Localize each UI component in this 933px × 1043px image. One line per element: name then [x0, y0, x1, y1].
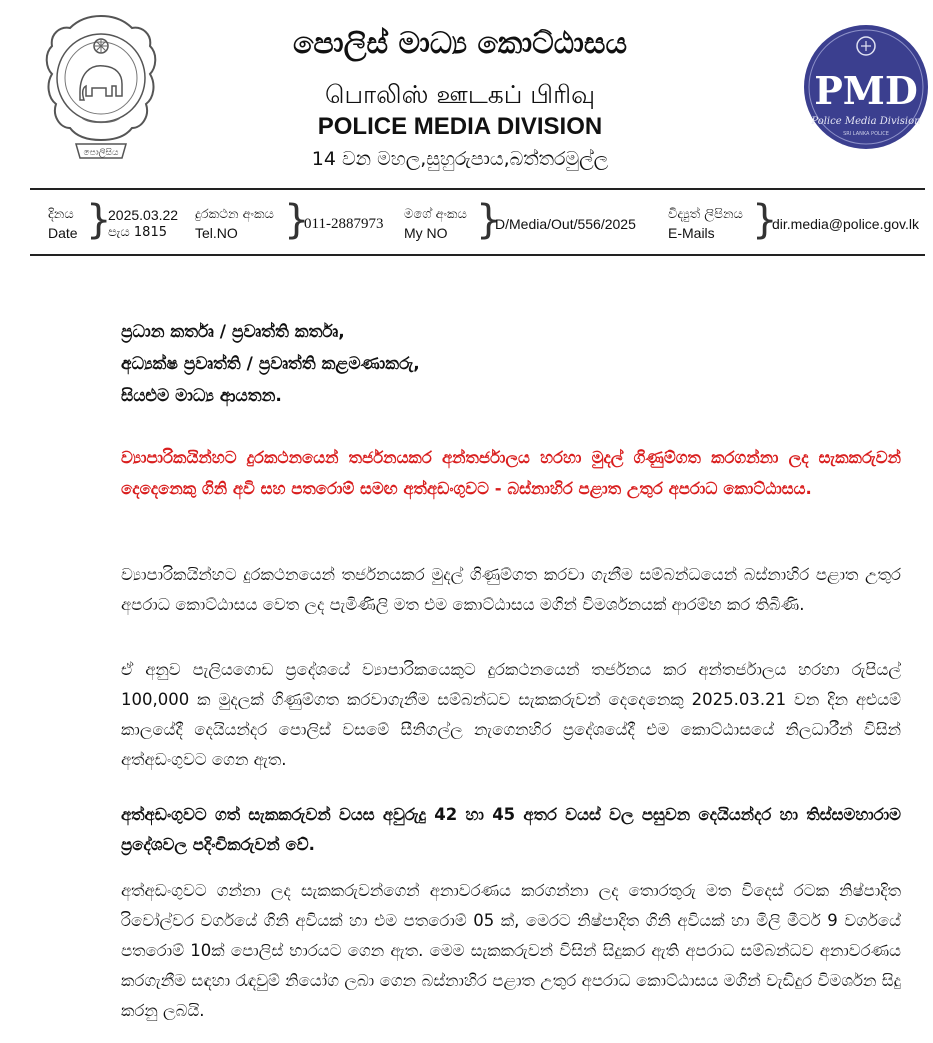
recipient-line: ප්‍රධාන කර්තෘ / ප්‍රවෘත්ති කර්තෘ,	[121, 322, 345, 342]
pmd-logo	[803, 24, 929, 150]
paragraph: ව්‍යාපාරිකයින්හට දුරකථනයෙන් තර්ජනයකර මුදල් ගිණුම්ගත කරවා ගැනීම සම්බන්ධයෙන් බස්නාහිර පළාත උතුර අපරාධ කොට්ඨාසය වෙත ලද පැමිණිලි මත එම කොට්ඨාසය මගින් විමර්ශනයක් ආරම්භ කර තිබිණි.	[121, 565, 901, 614]
brace-tel: }	[284, 197, 310, 243]
headline: ව්‍යාපාරිකයින්හට දුරකථනයෙන් තර්ජනයකර අන්තර්ජාලය හරහා මුදල් ගිණුම්ගත කරගන්නා ලද සැකකරුවන් දෙදෙනෙකු ගිනි අවි සහ පතරොම් සමඟ අත්අඩංගුවට - බස්නාහිර පළාත උතුර අපරාධ කොට්ඨාසය.	[121, 448, 901, 498]
tel-value: 011-2887973	[304, 216, 384, 232]
header-rule-top	[30, 188, 925, 190]
brace-myno: }	[476, 197, 502, 243]
recipient-line: අධ්‍යක්ෂ ප්‍රවෘත්ති / ප්‍රවෘත්ති කළමණාකරු,	[121, 354, 420, 374]
pmd-caption: Police Media Division	[811, 116, 921, 127]
paragraph: ඒ අනුව පැලියගොඩ ප්‍රදේශයේ ව්‍යාපාරිකයෙකුට දුරකථනයෙන් තර්ජනය කර අන්තර්ජාලය හරහා රුපියල් 100,000 ක මුදලක් ගිණුම්ගත කරවාගැනීම සම්බන්ධව සැකකරුවන් දෙදෙනෙකු 2025.03.21 වන දින අළුයම් කාලයේදී දෙයියන්දර පොලිස් වසමේ සීනිගල්ල නැගෙනහිර ප්‍රදේශයේදී එම කොට්ඨාසයේ නිලධාරීන් විසින් අත්අඩංගුවට ගෙන ඇත.	[121, 660, 901, 769]
org-name-tamil: பொலிஸ் ஊடகப் பிரிவு	[324, 80, 596, 109]
police-emblem	[42, 12, 160, 172]
paragraph: අත්අඩංගුවට ගත් සැකකරුවන් වයස අවුරුදු 42 හා 45 අතර වයස් වල පසුවන දෙයියන්දර හා තිස්සමහාරාම ප්‍රදේශවල පදිංචිකරුවන් වේ.	[121, 805, 901, 854]
brace-date: }	[86, 197, 112, 243]
pmd-sub: SRI LANKA POLICE	[843, 131, 889, 137]
recipient-line: සියළුම මාධ්‍ය ආයතන.	[121, 386, 282, 406]
org-name-english: POLICE MEDIA DIVISION	[317, 113, 603, 140]
email-value[interactable]: dir.media@police.gov.lk	[772, 216, 920, 232]
date-label: දිනය Date	[48, 207, 78, 241]
brace-email: }	[752, 197, 778, 243]
emblem-label: පොලිසිය	[83, 148, 119, 158]
paragraph: අත්අඩංගුවට ගන්නා ලද සැකකරුවන්ගෙන් අනාවරණය කරගන්නා ලද තොරතුරු මත විදෙස් රටක නිෂ්පාදිත රිවෝල්වර වර්ගයේ ගිනි අවියක් හා එම පතරොම් 05 ක්, මෙරට නිෂ්පාදිත ගිනි අවියක් හා මිලි මීටර් 9 වර්ගයේ පතරොම් 10ක් පොලිස් භාරයට ගෙන ඇත. මෙම සැකකරුවන් විසින් සිදුකර ඇති අපරාධ සම්බන්ධව අනාවරණය කරගැනීම සඳහා රැඳවුම් නියෝග ලබා ගෙන බස්නාහිර පළාත උතුර අපරාධ කොට්ඨාසය මගින් වැඩිදුර විමර්ශන සිදු කරනු ලබයි.	[121, 881, 901, 1020]
header-rule-bottom	[30, 254, 925, 256]
email-label: විද්‍යුත් ලිපිනය E-Mails	[668, 207, 743, 241]
tel-label: දුරකථන අංකය Tel.NO	[195, 207, 274, 241]
pmd-abbr: PMD	[814, 68, 918, 113]
myno-value: D/Media/Out/556/2025	[495, 216, 636, 232]
date-value: 2025.03.22 පැය 1815	[108, 207, 179, 240]
org-address: 14 වන මහල,සුහුරුපාය,බත්තරමුල්ල	[311, 148, 609, 170]
org-name-sinhala: පොලිස් මාධ්‍ය කොට්ඨාසය	[292, 26, 628, 61]
recipients	[121, 316, 420, 412]
myno-label: මගේ අංකය My NO	[404, 207, 467, 241]
